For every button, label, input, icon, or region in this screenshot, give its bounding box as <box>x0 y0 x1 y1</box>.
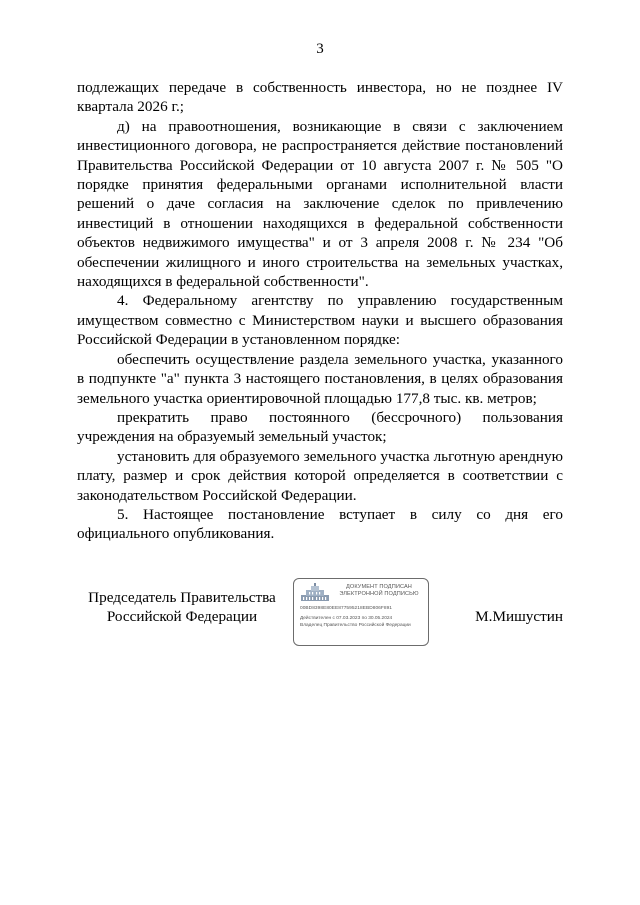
signer-title-line2: Российской Федерации <box>106 608 258 625</box>
page-number: 3 <box>316 41 324 57</box>
signer-name: М.Мишустин <box>475 608 563 625</box>
government-building-icon <box>300 583 330 603</box>
paragraph-continuation: подлежащих передаче в собственность инвестора, но не позднее IV квартала 2026 г.; <box>77 79 563 116</box>
stamp-header <box>332 584 426 597</box>
paragraph-clause-4-terminate: прекратить право постоянного (бессрочного) пользования учреждения на образуемый земельный участок; <box>77 408 563 446</box>
paragraph-clause-4: 4. Федеральному агентству по управлению государственным имуществом совместно с Министерством науки и высшего образования Российской Федерации в установленном порядке: <box>77 292 563 349</box>
paragraph-clause-4-division: обеспечить осуществление раздела земельного участка, указанного в подпункте "а" пункта 3 настоящего постановления, в целях образования земельного участка ориентировочной площадью 177,8 тыс. кв. метров; <box>77 350 563 407</box>
stamp-validity: Действителен с 07.03.2023 по 30.05.2024 <box>300 616 393 621</box>
paragraph-clause-5: 5. Настоящее постановление вступает в силу со дня его официального опубликования. <box>77 505 563 543</box>
document-body <box>77 78 563 544</box>
electronic-signature-stamp <box>293 578 429 646</box>
signer-title-line1: Председатель Правительства <box>88 589 276 606</box>
paragraph-item-d: д) на правоотношения, возникающие в связи с заключением инвестиционного договора, не распространяется действие постановлений Правительства Российской Федерации от 10 августа 2007 г. № 505 "О порядке принятия федеральными органами исполнительной власти решений о даче согласия на заключение сделок по привлечению инвестиций в отношении находящихся в федеральной собственности объектов недвижимого имущества" и от 3 апреля 2008 г. № 234 "Об обеспечении жилищного и иного строительства на земельных участках, находящихся в федеральной собственности". <box>77 117 563 291</box>
signer-title <box>77 588 287 626</box>
stamp-header-line1: ДОКУМЕНТ ПОДПИСАН <box>346 584 412 590</box>
stamp-owner: Владелец Правительство Российской Федерации <box>300 623 411 628</box>
stamp-serial: 00BD8398E80EE877595218EBD806F891 <box>300 606 393 611</box>
paragraph-clause-4-rent: установить для образуемого земельного участка льготную арендную плату, размер и срок действия которой определяется в соответствии с законодательством Российской Федерации. <box>77 447 563 504</box>
stamp-header-line2: ЭЛЕКТРОННОЙ ПОДПИСЬЮ <box>339 590 419 597</box>
signature-block <box>77 584 563 648</box>
